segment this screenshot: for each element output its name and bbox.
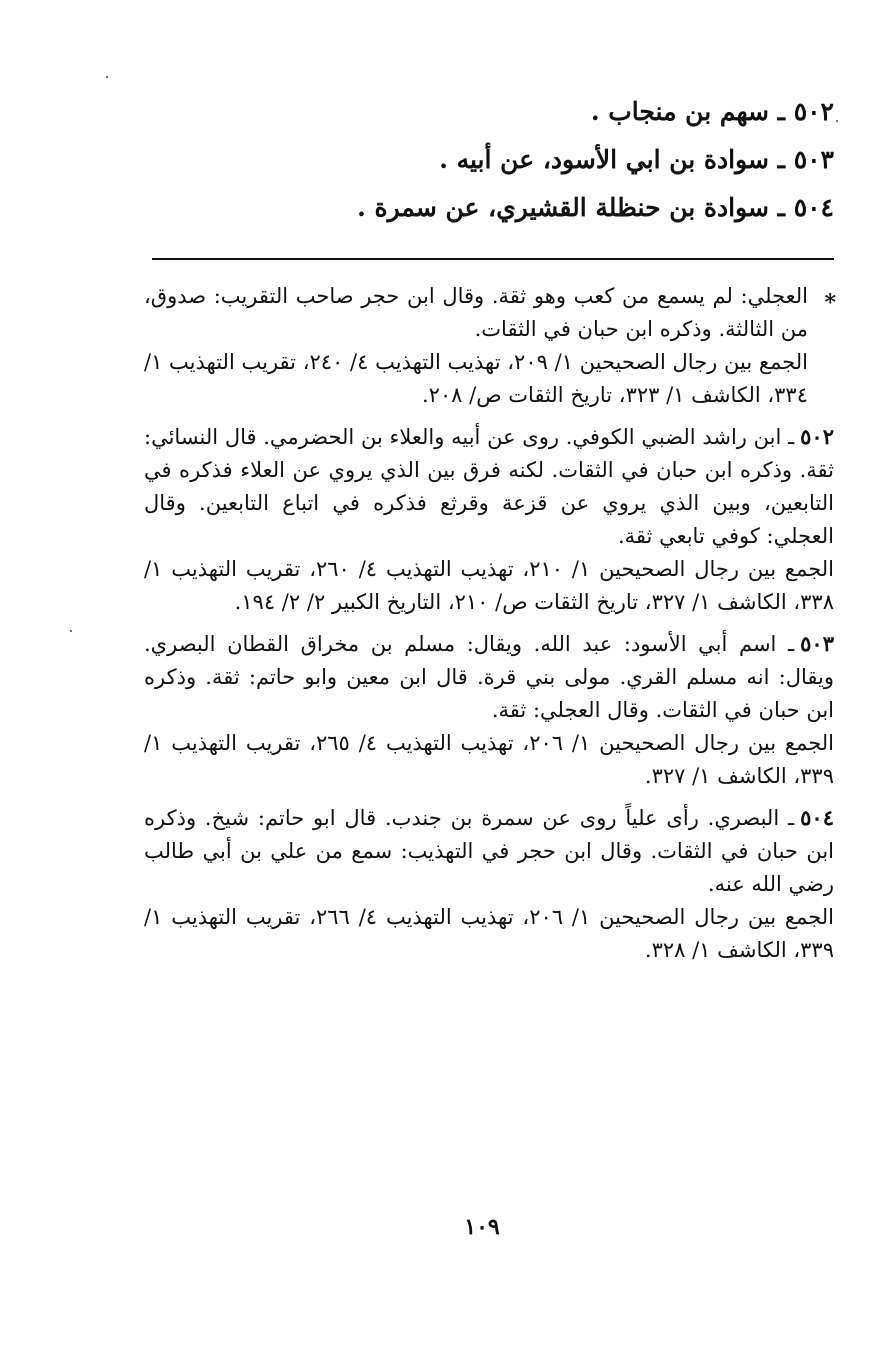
- entry-number: ٥٠٤: [793, 193, 834, 222]
- footnote-references: الجمع بين رجال الصحيحين ١/ ٢١٠، تهذيب التهذيب ٤/ ٢٦٠، تقريب التهذيب ١/ ٣٣٨، الكاشف ١/ ٣٢٧، تاريخ الثقات ص/ ٢١٠، التاريخ الكبير ٢/ ٢/ ١٩٤.: [144, 557, 835, 614]
- footnote-references: الجمع بين رجال الصحيحين ١/ ٢٠٦، تهذيب التهذيب ٤/ ٢٦٦، تقريب التهذيب ١/ ٣٣٩، الكاشف ١/ ٣٢٨.: [144, 905, 835, 962]
- footnote-502: ٥٠٢ـ ابن راشد الضبي الكوفي. روى عن أبيه والعلاء بن الحضرمي. قال النسائي: ثقة. وذكره ابن حبان في الثقات. لكنه فرق بين الذي يروي عن العلاء فذكره في التابعين، وبين الذي يروي عن قزعة وقرثع فذكره في اتباع التابعين. وقال العجلي: كوفي تابعي ثقة. الجمع بين رجال الصحيحين ١/ ٢١٠، تهذيب التهذيب ٤/ ٢٦٠، تقريب التهذيب ١/ ٣٣٨، الكاشف ١/ ٣٢٧، تاريخ الثقات ص/ ٢١٠، التاريخ الكبير ٢/ ٢/ ١٩٤.: [144, 420, 834, 619]
- entry-number: ٥٠٢: [793, 97, 834, 126]
- entry-text: سوادة بن ابي الأسود، عن أبيه .: [439, 145, 769, 174]
- entry-number: ٥٠٣: [793, 145, 834, 174]
- footnote-text: العجلي: لم يسمع من كعب وهو ثقة. وقال ابن حجر صاحب التقريب: صدوق، من الثالثة. وذكره ابن حبان في الثقات.: [144, 284, 808, 341]
- entry-text: سوادة بن حنظلة القشيري، عن سمرة .: [357, 193, 769, 222]
- scan-speck: [106, 76, 108, 78]
- scan-speck: [70, 630, 72, 632]
- footnote-text: اسم أبي الأسود: عبد الله. ويقال: مسلم بن مخراق القطان البصري. ويقال: انه مسلم القري. مولى بني قرة. قال ابن معين وابو حاتم: ثقة. وذكره ابن حبان في الثقات. وقال العجلي: ثقة.: [144, 632, 834, 722]
- footnotes: [144, 280, 834, 975]
- scan-speck: [836, 120, 838, 122]
- footnote-marker: *: [824, 290, 836, 316]
- footnote-star: [144, 280, 834, 412]
- entry-504: ٥٠٤ ـ سوادة بن حنظلة القشيري، عن سمرة .: [357, 193, 834, 222]
- footnote-references: الجمع بين رجال الصحيحين ١/ ٢٠٦، تهذيب التهذيب ٤/ ٢٦٥، تقريب التهذيب ١/ ٣٣٩، الكاشف ١/ ٣٢٧.: [144, 731, 835, 788]
- footnote-number: ٥٠٣: [800, 631, 834, 656]
- entry-text: سهم بن منجاب .: [590, 97, 769, 126]
- entry-502: ٥٠٢ ـ سهم بن منجاب .: [590, 97, 834, 126]
- footnote-number: ٥٠٢: [800, 424, 834, 449]
- footnote-text: البصري. رأى علياً روى عن سمرة بن جندب. قال ابو حاتم: شيخ. وذكره ابن حبان في الثقات. وقال ابن حجر في التهذيب: سمع من علي بن أبي طالب رضي الله عنه.: [144, 806, 834, 896]
- footnote-504: ٥٠٤ـ البصري. رأى علياً روى عن سمرة بن جندب. قال ابو حاتم: شيخ. وذكره ابن حبان في الثقات. وقال ابن حجر في التهذيب: سمع من علي بن أبي طالب رضي الله عنه. الجمع بين رجال الصحيحين ١/ ٢٠٦، تهذيب التهذيب ٤/ ٢٦٦، تقريب التهذيب ١/ ٣٣٩، الكاشف ١/ ٣٢٨.: [144, 801, 834, 967]
- footnote-503: ٥٠٣ـ اسم أبي الأسود: عبد الله. ويقال: مسلم بن مخراق القطان البصري. ويقال: انه مسلم القري. مولى بني قرة. قال ابن معين وابو حاتم: ثقة. وذكره ابن حبان في الثقات. وقال العجلي: ثقة. الجمع بين رجال الصحيحين ١/ ٢٠٦، تهذيب التهذيب ٤/ ٢٦٥، تقريب التهذيب ١/ ٣٣٩، الكاشف ١/ ٣٢٧.: [144, 627, 834, 793]
- footnote-number: ٥٠٤: [800, 805, 834, 830]
- main-entries: [154, 88, 834, 232]
- footnote-divider: [152, 258, 834, 260]
- entry-503: ٥٠٣ ـ سوادة بن ابي الأسود، عن أبيه .: [439, 145, 834, 174]
- footnote-text: ابن راشد الضبي الكوفي. روى عن أبيه والعلاء بن الحضرمي. قال النسائي: ثقة. وذكره ابن حبان في الثقات. لكنه فرق بين الذي يروي عن العلاء فذكره في التابعين، وبين الذي يروي عن قزعة وقرثع فذكره في اتباع التابعين. وقال العجلي: كوفي تابعي ثقة.: [144, 425, 834, 548]
- footnote-references: الجمع بين رجال الصحيحين ١/ ٢٠٩، تهذيب التهذيب ٤/ ٢٤٠، تقريب التهذيب ١/ ٣٣٤، الكاشف ١/ ٣٢٣، تاريخ الثقات ص/ ٢٠٨.: [144, 350, 808, 407]
- page-number: ١٠٩: [464, 1214, 500, 1240]
